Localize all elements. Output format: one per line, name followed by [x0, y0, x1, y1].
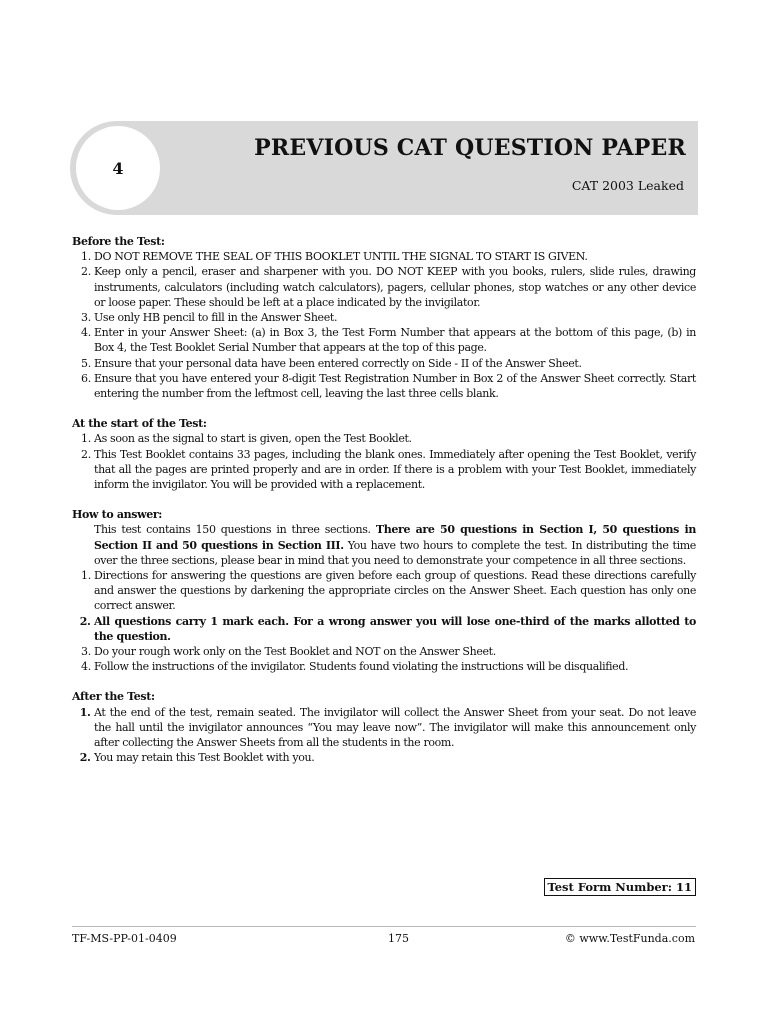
how-to-answer-section: [72, 507, 696, 674]
list-item: 2. All questions carry 1 mark each. For a wrong answer you will lose one-third of the marks allotted to the question.: [94, 614, 696, 644]
before-test-section: [72, 234, 696, 401]
answer-intro: [72, 522, 696, 568]
intro-text: You have two hours to complete the test. In distributing the time over the three sections, please bear in mind that you need to demonstrate your competence in all three sections.: [94, 538, 696, 567]
list-item: 3. Use only HB pencil to fill in the Answer Sheet.: [94, 310, 696, 325]
list-item: 1. As soon as the signal to start is given, open the Test Booklet.: [94, 431, 696, 446]
page-subtitle: CAT 2003 Leaked: [571, 178, 684, 193]
list-item: 1. Directions for answering the questions are given before each group of questions. Read these directions carefully and answer the questions by darkening the appropriate circles on the Answer Sheet. Each question has only one correct answer.: [94, 568, 696, 614]
section-heading: After the Test:: [72, 690, 155, 704]
footer-code: TF-MS-PP-01-0409: [72, 932, 177, 945]
how-to-answer-list: [72, 568, 696, 674]
after-test-section: [72, 689, 696, 765]
section-heading: Before the Test:: [72, 235, 165, 248]
after-test-list: [72, 705, 696, 766]
page-number: 175: [388, 932, 409, 945]
chapter-number-badge: [76, 126, 160, 210]
start-test-list: [72, 431, 696, 492]
section-heading: How to answer:: [72, 508, 163, 522]
start-test-section: [72, 416, 696, 492]
list-item: 1. DO NOT REMOVE THE SEAL OF THIS BOOKLET UNTIL THE SIGNAL TO START IS GIVEN.: [94, 249, 696, 264]
list-item: 1. At the end of the test, remain seated. The invigilator will collect the Answer Sheet from your seat. Do not leave the hall until the invigilator announces “You may leave now”. The invigilator will make this announcement only after collecting the Answer Sheets from all the students in the room.: [94, 705, 696, 751]
list-item: 3. Do your rough work only on the Test Booklet and NOT on the Answer Sheet.: [94, 644, 696, 659]
intro-bold-text: There are 50 questions in Section I, 50 questions in Section II and 50 questions in Section III.: [94, 523, 696, 552]
chapter-number: 4: [112, 158, 124, 178]
page-title: PREVIOUS CAT QUESTION PAPER: [254, 135, 686, 161]
section-heading: At the start of the Test:: [72, 417, 207, 431]
list-item: 4. Enter in your Answer Sheet: (a) in Box 3, the Test Form Number that appears at the bottom of this page, (b) in Box 4, the Test Booklet Serial Number that appears at the top of this page.: [94, 325, 696, 355]
list-item: 5. Ensure that your personal data have been entered correctly on Side - II of the Answer Sheet.: [94, 356, 696, 371]
list-item: 2. Keep only a pencil, eraser and sharpener with you. DO NOT KEEP with you books, rulers, slide rules, drawing instruments, calculators (including watch calculators), pagers, cellular phones, stop watches or any other device or loose paper. These should be left at a place indicated by the invigilator.: [94, 264, 696, 310]
footer-website: © www.TestFunda.com: [564, 932, 695, 945]
list-item: 2. You may retain this Test Booklet with you.: [94, 750, 696, 765]
test-form-number-box: Test Form Number: 11: [544, 878, 697, 896]
intro-text: This test contains 150 questions in three sections.: [94, 523, 371, 537]
before-test-list: [72, 249, 696, 401]
instructions-body: [72, 234, 696, 781]
footer-divider: [72, 926, 696, 927]
list-item: 6. Ensure that you have entered your 8-digit Test Registration Number in Box 2 of the Answer Sheet correctly. Start entering the number from the leftmost cell, leaving the last three cells blank.: [94, 371, 696, 401]
list-item: 2. This Test Booklet contains 33 pages, including the blank ones. Immediately after opening the Test Booklet, verify that all the pages are printed properly and are in order. If there is a problem with your Test Booklet, immediately inform the invigilator. You will be provided with a replacement.: [94, 447, 696, 493]
list-item: 4. Follow the instructions of the invigilator. Students found violating the instructions will be disqualified.: [94, 659, 696, 674]
